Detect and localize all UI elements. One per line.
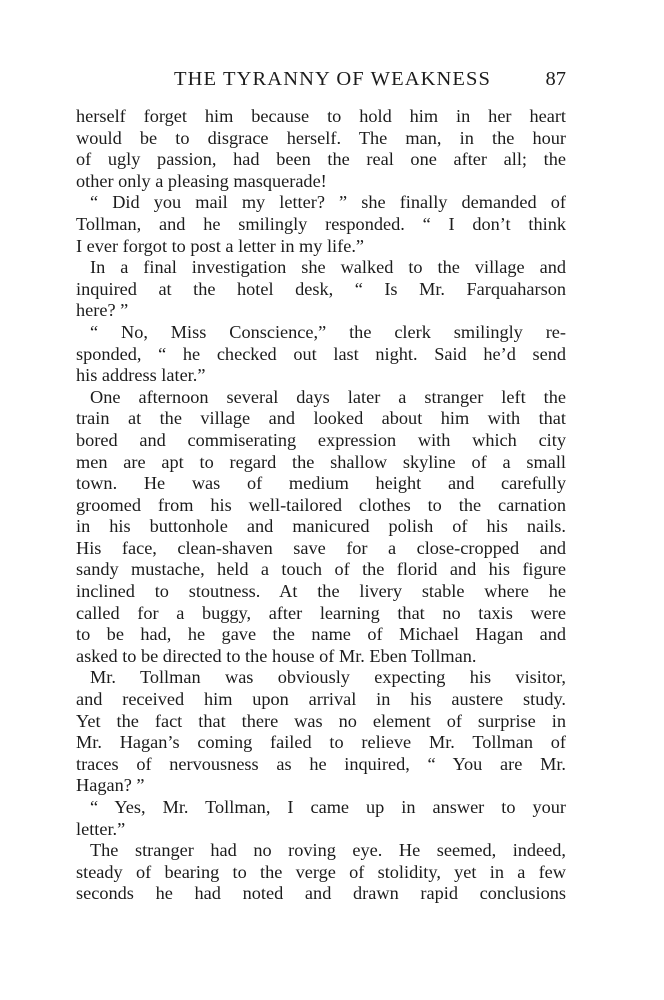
text-line: Mr. Tollman was obviously expecting his visitor, (90, 667, 566, 688)
text-line: other only a pleasing masquerade! (76, 170, 327, 191)
text-line: his address later.” (76, 365, 206, 386)
text-line: The stranger had no roving eye. He seemed, indeed, (90, 840, 566, 861)
text-line: asked to be directed to the house of Mr. Eben Tollman. (76, 645, 477, 666)
text-line: Mr. Hagan’s coming failed to relieve Mr. Tollman of (76, 732, 566, 753)
text-line: and received him upon arrival in his austere study. (76, 689, 566, 710)
text-line: sandy mustache, held a touch of the florid and his figure (76, 559, 566, 580)
text-line: sponded, “ he checked out last night. Said he’d send (76, 343, 566, 364)
text-line: “ Yes, Mr. Tollman, I came up in answer to your (90, 797, 566, 817)
text-line: Yet the fact that there was no element of surprise in (76, 710, 566, 731)
text-line: seconds he had noted and drawn rapid conclusions (76, 883, 566, 904)
text-line: of ugly passion, had been the real one after all; the (76, 149, 566, 170)
text-line: groomed from his well-tailored clothes to the carnation (76, 494, 566, 515)
text-line: town. He was of medium height and carefully (76, 473, 566, 494)
text-line: letter.” (76, 818, 126, 839)
running-title: THE TYRANNY OF WEAKNESS (174, 68, 492, 90)
text-line: His face, clean-shaven save for a close-cropped and (76, 537, 566, 558)
text-line: here? ” (76, 300, 129, 321)
text-line: traces of nervousness as he inquired, “ You are Mr. (76, 753, 566, 774)
body-text (76, 106, 566, 905)
text-line: inquired at the hotel desk, “ Is Mr. Farquaharson (76, 278, 566, 299)
text-line: herself forget him because to hold him in her heart (76, 106, 566, 126)
text-line: to be had, he gave the name of Michael Hagan and (76, 624, 566, 645)
text-line: men are apt to regard the shallow skyline of a small (76, 451, 566, 472)
page-number: 87 (545, 68, 566, 90)
text-line: train at the village and looked about him with that (76, 408, 566, 429)
text-line: steady of bearing to the verge of stolidity, yet in a few (76, 861, 566, 882)
text-line: inclined to stoutness. At the livery stable where he (76, 581, 566, 602)
text-line: Hagan? ” (76, 775, 145, 796)
text-line: Tollman, and he smilingly responded. “ I don’t think (76, 213, 566, 234)
text-line: “ No, Miss Conscience,” the clerk smilingly re- (90, 321, 566, 342)
text-line: In a final investigation she walked to the village and (90, 257, 566, 278)
text-line: “ Did you mail my letter? ” she finally demanded of (90, 192, 566, 213)
running-head (76, 68, 566, 98)
text-line: in his buttonhole and manicured polish of his nails. (76, 516, 566, 537)
text-line: One afternoon several days later a stranger left the (90, 386, 566, 407)
text-line: bored and commiserating expression with which city (76, 429, 566, 450)
text-line: would be to disgrace herself. The man, in the hour (76, 127, 566, 148)
text-line: I ever forgot to post a letter in my life.” (76, 235, 365, 256)
text-line: called for a buggy, after learning that no taxis were (76, 602, 566, 623)
